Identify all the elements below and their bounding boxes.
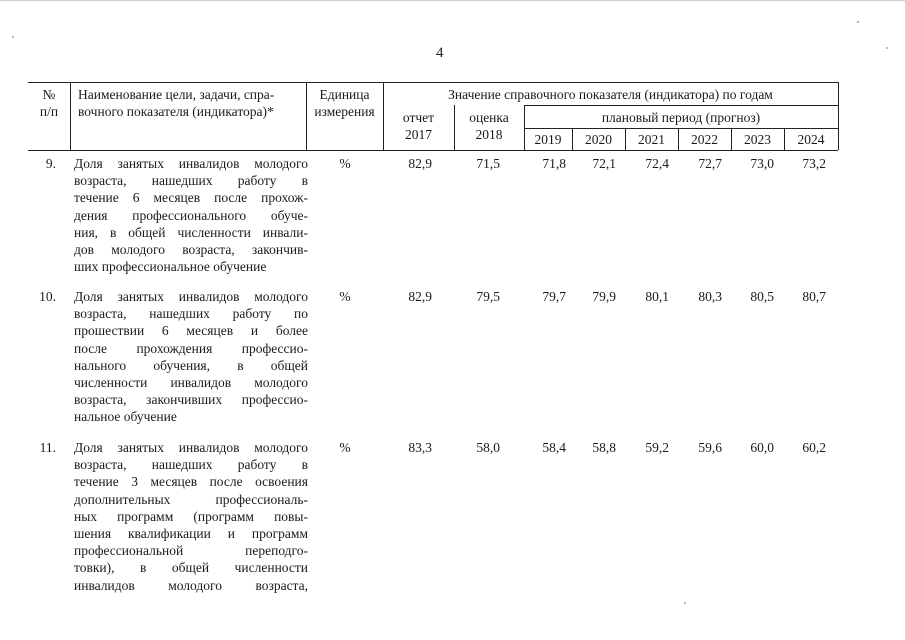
estimate-value: 71,5 — [476, 156, 500, 171]
plan-value-2020: 58,8 — [592, 440, 616, 455]
scan-speck — [12, 36, 14, 38]
header-name: Наименование цели, задачи, спра- вочного показателя (индикатора)* — [78, 87, 275, 119]
plan-value-2021: 59,2 — [645, 440, 669, 455]
estimate-value: 58,0 — [476, 440, 500, 455]
estimate-value: 79,5 — [476, 289, 500, 304]
scan-speck — [684, 602, 686, 604]
plan-value-2023: 73,0 — [750, 156, 774, 171]
header-year-2022: 2022 — [691, 132, 718, 147]
indicator-name: Доля занятых инвалидов молодого возраста, нашедших работу по прошествии 6 месяцев и более после прохождения профессио- нального обучения, в общей численности инвалидов молодого возраста, закончивших профессио- нальное обучение — [74, 289, 308, 425]
header-indicator-values: Значение справочного показателя (индикатора) по годам — [448, 87, 773, 102]
plan-value-2020: 72,1 — [592, 156, 616, 171]
header-year-2024: 2024 — [797, 132, 825, 147]
report-value: 82,9 — [408, 289, 432, 304]
report-value: 83,3 — [408, 440, 432, 455]
header-year-2020: 2020 — [585, 132, 612, 147]
scan-speck — [886, 47, 888, 49]
unit-value: % — [339, 440, 351, 455]
header-estimate: оценка 2018 — [469, 110, 509, 142]
plan-value-2021: 72,4 — [645, 156, 669, 171]
plan-value-2019: 58,4 — [542, 440, 566, 455]
plan-value-2024: 60,2 — [802, 440, 826, 455]
header-year-2021: 2021 — [638, 132, 665, 147]
report-value: 82,9 — [408, 156, 432, 171]
plan-value-2023: 80,5 — [750, 289, 774, 304]
indicator-name: Доля занятых инвалидов молодого возраста, нашедших работу в течение 3 месяцев после освоения дополнительных профессиональ- ных программ (программ повы- шения квалификации и программ профессиональной переподго- товки), в общей численности инвалидов молодого возраста, — [74, 440, 308, 593]
indicator-name: Доля занятых инвалидов молодого возраста, нашедших работу в течение 6 месяцев после прохож- дения профессионального обуче- ния, в общей численности инвали- дов молодого возраста, закончив- ших профессиональное обучение — [74, 156, 308, 275]
plan-value-2024: 80,7 — [802, 289, 826, 304]
plan-value-2022: 59,6 — [698, 440, 722, 455]
unit-value: % — [339, 156, 351, 171]
header-unit: Единица измерения — [314, 87, 375, 119]
plan-value-2019: 79,7 — [542, 289, 566, 304]
header-plan-period: плановый период (прогноз) — [601, 110, 761, 125]
plan-value-2019: 71,8 — [542, 156, 566, 171]
header-year-2019: 2019 — [534, 132, 562, 147]
header-year-2023: 2023 — [744, 132, 771, 147]
plan-value-2021: 80,1 — [645, 289, 669, 304]
plan-value-2022: 80,3 — [698, 289, 722, 304]
row-number: 10. — [39, 289, 56, 304]
plan-value-2022: 72,7 — [698, 156, 722, 171]
scan-speck — [857, 21, 859, 23]
row-number: 11. — [39, 440, 56, 455]
header-num: № п/п — [39, 87, 59, 119]
plan-value-2020: 79,9 — [592, 289, 616, 304]
page-number: 4 — [436, 45, 444, 61]
unit-value: % — [339, 289, 351, 304]
plan-value-2023: 60,0 — [750, 440, 774, 455]
row-number: 9. — [45, 156, 56, 171]
plan-value-2024: 73,2 — [802, 156, 826, 171]
header-report: отчет 2017 — [402, 110, 435, 142]
